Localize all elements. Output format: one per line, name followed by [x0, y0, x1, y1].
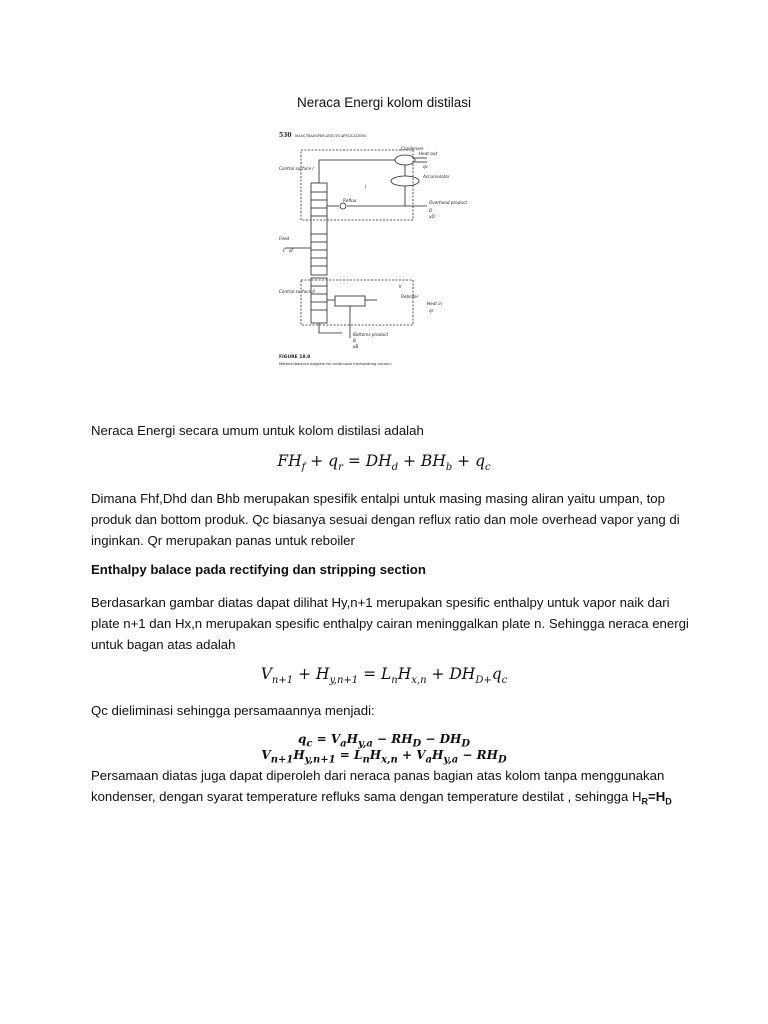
reboiler-vessel: [335, 296, 365, 306]
control-surface-2-boundary: [301, 280, 413, 325]
equation-top-section-balance: $V_{n+1} + H_{y,n+1} = L_nH_{x,n} + DH_{D+}q_c$: [260, 665, 508, 687]
section-heading: Enthalpy balace pada rectifying dan stripping section: [91, 562, 426, 577]
label-condenser: Condenser: [401, 146, 424, 151]
figure-page-number: 530: [279, 132, 292, 139]
label-feed: Feed: [279, 236, 290, 241]
label-qc: qc: [423, 164, 428, 169]
equation-enthalpy-balance: $V_{n+1}H_{y,n+1} = L_nH_{x,n} + V_aH_{y,a} - RH_D$: [261, 748, 507, 766]
label-reflux: Reflux: [343, 198, 357, 203]
figure-running-head: MASS TRANSFER AND ITS APPLICATIONS: [295, 134, 367, 138]
label-control-surface-1: Control surface I: [279, 166, 314, 171]
label-control-surface-2: Control surface II: [279, 289, 315, 294]
rectifying-column: [311, 183, 327, 275]
stripping-column: [311, 278, 327, 323]
label-b: B: [353, 338, 356, 343]
label-heat-in: Heat in: [427, 301, 443, 306]
label-d: D: [429, 208, 433, 213]
paragraph-eliminate-qc: Qc dieliminasi sehingga persamaannya menjadi:: [91, 703, 375, 718]
label-reboiler: Reboiler: [401, 294, 419, 299]
paragraph-intro: Neraca Energi secara umum untuk kolom distilasi adalah: [91, 423, 424, 438]
label-overhead-product: Overhead product: [429, 200, 468, 205]
paragraph-rectifying: Berdasarkan gambar diatas dapat dilihat Hy,n+1 merupakan spesific enthalpy untuk vapor naik dari plate n+1 dan Hx,n merupakan spesific enthalpy cairan meninggalkan plate n. Sehingga neraca energi untuk bagan atas adalah: [91, 595, 689, 652]
condenser-vessel: [395, 155, 415, 165]
figure-caption-title: FIGURE 18.8: [279, 355, 311, 360]
label-roman-1: I: [365, 184, 367, 189]
accumulator-vessel: [391, 176, 419, 186]
label-roman-2: II: [399, 284, 402, 289]
equation-overall-energy-balance: $FH_f + q_r = DH_d + BH_b + q_c$: [277, 452, 491, 474]
label-xb: xB: [353, 344, 359, 349]
paragraph-conclusion: Persamaan diatas juga dapat diperoleh dari neraca panas bagian atas kolom tanpa menggunakan kondenser, dengan syarat temperature refluks sama dengan temperature destilat , sehingga $H_R=H_D$: [91, 768, 672, 807]
label-qr: qr: [429, 308, 434, 313]
label-zf: zF: [289, 248, 294, 253]
document-title: Neraca Energi kolom distilasi: [296, 95, 472, 110]
label-accumulator: Accumulator: [423, 174, 450, 179]
distillation-column-figure: [277, 128, 481, 374]
label-f: F: [283, 248, 286, 253]
paragraph-definitions: Dimana Fhf,Dhd dan Bhb merupakan spesifik entalpi untuk masing masing aliran yaitu umpan, top produk dan bottom produk. Qc biasanya sesuai dengan reflux ratio dan mole overhead vapor yang di inginkan. Qr merupakan panas untuk reboiler: [91, 491, 680, 548]
label-xd: xD: [429, 214, 435, 219]
label-bottoms-product: Bottoms product: [353, 332, 389, 337]
label-heat-out: Heat out: [419, 151, 438, 156]
figure-caption-text: Material-balance diagram for continuous fractionating column.: [279, 362, 392, 366]
equation-qc: $q_c = V_aH_{y,a} - RH_D - DH_D$: [297, 732, 471, 750]
